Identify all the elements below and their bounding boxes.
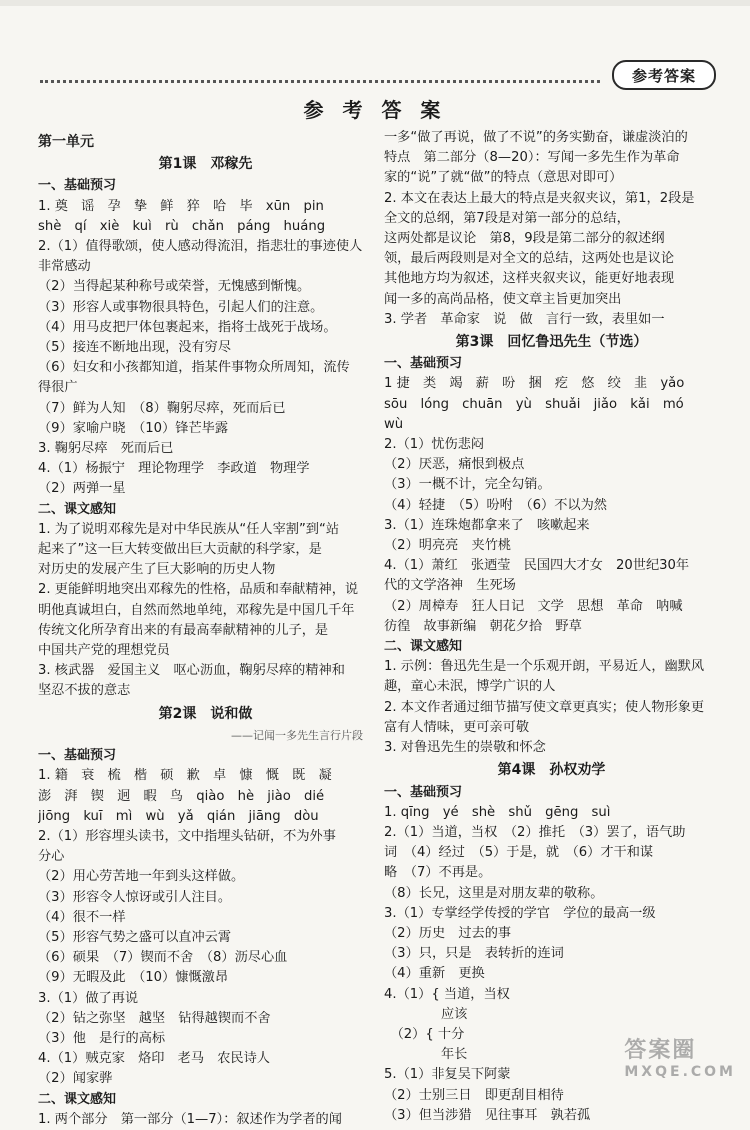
page-title: 参 考 答 案 <box>303 98 447 122</box>
answer-line: （2）周樟寿 狂人日记 文学 思想 革命 呐喊 <box>384 598 683 614</box>
answer-line: 2. 本文作者通过细节描写使文章更真实；使人物形象更 <box>384 699 705 715</box>
answer-line: 代的文学洛神 生死场 <box>384 578 516 594</box>
answer-line: （2）用心劳苦地一年到头这样做。 <box>38 869 245 885</box>
subtitle-heading: ——记闻一多先生言行片段 <box>231 728 363 742</box>
answer-line: （3）形容人或事物很具特色，引起人们的注意。 <box>38 299 324 315</box>
answer-line: （2）士别三日 即更刮目相待 <box>384 1087 564 1103</box>
answer-line: wù <box>384 416 404 432</box>
answer-line: 彷徨 故事新编 朝花夕拾 野草 <box>384 618 582 634</box>
section-heading: 一、基础预习 <box>38 178 117 194</box>
answer-line: 3. 鞠躬尽瘁 死而后已 <box>38 441 174 457</box>
left-column <box>38 128 373 1130</box>
top-rule <box>0 0 750 6</box>
watermark-text: 答案圈 <box>624 1038 697 1063</box>
answer-line: 明他真诚坦白，自然而然地单纯，邓稼先是中国几千年 <box>38 602 355 618</box>
answer-line: 传统文化所孕育出来的有最高奉献精神的儿子，是 <box>38 622 329 638</box>
answer-line: 坚忍不拔的意志 <box>38 683 131 699</box>
section-heading: 一、基础预习 <box>384 784 463 800</box>
answer-line: （4）轻捷 （5）吩咐 （6）不以为然 <box>384 497 607 513</box>
answer-line: jiōng kuī mì wù yǎ qián jiāng dòu <box>38 808 319 824</box>
answer-line: （2）两弹一星 <box>38 481 126 497</box>
answer-line: 2. 更能鲜明地突出邓稼先的性格，品质和奉献精神，说 <box>38 582 359 598</box>
answer-line: （5）接连不断地出现，没有穷尽 <box>38 340 232 356</box>
answer-line: 词 （4）经过 （5）于是，就 （6）才干和谋 <box>384 845 654 861</box>
answer-line: 一多“做了再说，做了不说”的务实勤奋，谦虚淡泊的 <box>384 130 688 145</box>
answer-line: （3）形容令人惊讶或引人注目。 <box>38 889 232 905</box>
lesson-heading: 第2课 说和做 <box>158 705 253 722</box>
answer-line: 5.（1）非复吴下阿蒙 <box>384 1067 511 1083</box>
right-column <box>384 128 719 1126</box>
answer-badge: 参考答案 <box>612 60 716 90</box>
answer-line: 1. 籍 衰 梳 楷 硕 歉 卓 慷 慨 既 凝 <box>38 768 332 784</box>
section-heading: 二、课文感知 <box>38 1091 117 1107</box>
answer-line: （2）{ 十分 <box>384 1026 465 1042</box>
answer-line: 分心 <box>38 849 65 865</box>
answer-line: （9）家喻户晓 （10）锋芒毕露 <box>38 420 229 436</box>
answer-line: （2）当得起某种称号或荣誉，无愧感到惭愧。 <box>38 279 311 295</box>
answer-line: 3.（1）专掌经学传授的学官 学位的最高一级 <box>384 905 656 921</box>
answer-line: 3.（1）连珠炮都拿来了 咳嗽起来 <box>384 517 590 533</box>
answer-line: 4.（1）{ 当道，当权 <box>384 986 510 1002</box>
answer-line: 1. 两个部分 第一部分（1—7）：叙述作为学者的闻 <box>38 1111 342 1127</box>
answer-line: 应该 <box>384 1006 468 1022</box>
answer-line: （8）长兄，这里是对朋友辈的敬称。 <box>384 885 604 901</box>
answer-line: （2）闻家骅 <box>38 1071 113 1087</box>
answer-line: （2）明亮亮 夹竹桃 <box>384 538 512 554</box>
answer-line: 1. 为了说明邓稼先是对中华民族从“任人宰割”到“站 <box>38 521 340 537</box>
section-heading: 一、基础预习 <box>384 356 463 372</box>
answer-line: 得很广 <box>38 380 78 396</box>
answer-line: （3）一概不计，完全勾销。 <box>384 477 551 493</box>
answer-line: 中国共产党的理想党员 <box>38 643 170 659</box>
answer-line: （2）钻之弥坚 越坚 钻得越锲而不舍 <box>38 1010 271 1026</box>
answer-line: 1. 示例：鲁迅先生是一个乐观开朗，平易近人，幽默风 <box>384 659 705 675</box>
section-heading: 一、基础预习 <box>38 748 117 764</box>
answer-line: 4.（1）贼克家 烙印 老马 农民诗人 <box>38 1051 270 1067</box>
section-heading: 二、课文感知 <box>38 501 117 517</box>
answer-line: 非常感动 <box>38 259 91 275</box>
lesson-heading: 第3课 回忆鲁迅先生（节选） <box>455 334 648 351</box>
answer-line: （3）他 是行的高标 <box>38 1030 166 1046</box>
answer-line: （4）很不一样 <box>38 909 126 925</box>
answer-line: 2. 本文在表达上最大的特点是夹叙夹议，第1，2段是 <box>384 190 695 206</box>
answer-line: （3）但当涉猎 见往事耳 孰若孤 <box>384 1107 591 1123</box>
answer-line: 家的“说”了就“做”的特点（意思对即可） <box>384 170 623 186</box>
answer-line: 3. 对鲁迅先生的崇敬和怀念 <box>384 740 546 756</box>
answer-line: 1. 奠 谣 孕 挚 鲜 猝 哈 毕 xūn pin <box>38 198 324 214</box>
answer-line: 年长 <box>384 1047 468 1063</box>
answer-line: 1 捷 类 竭 薪 吩 捆 疙 悠 绞 韭 yǎo <box>384 376 685 392</box>
answer-line: 2.（1）当道，当权 （2）推托 （3）罢了，语气助 <box>384 824 686 840</box>
answer-line: shè qí xiè kuì rù chǎn páng huáng <box>38 218 326 234</box>
section-heading: 二、课文感知 <box>384 639 463 655</box>
answer-line: （5）形容气势之盛可以直冲云霄 <box>38 929 232 945</box>
answer-line: 3.（1）做了再说 <box>38 990 139 1006</box>
unit-heading: 第一单元 <box>38 134 94 150</box>
answer-line: 略 （7）不再是。 <box>384 865 492 881</box>
dotted-header-rule <box>40 80 600 91</box>
answer-line: （6）妇女和小孩都知道，指某件事物众所周知，流传 <box>38 360 350 376</box>
lesson-heading: 第4课 孙权劝学 <box>497 762 606 779</box>
answer-line: 澎 湃 锲 迥 暇 鸟 qiào hè jiào dié <box>38 788 325 804</box>
watermark-logo <box>624 1033 736 1080</box>
answer-line: 领，最后两段则是对全文的总结，这两处也是议论 <box>384 251 675 267</box>
answer-line: （4）重新 更换 <box>384 966 485 982</box>
answer-line: （3）只，只是 表转折的连词 <box>384 946 564 962</box>
answer-line: 其他地方均为叙述，这样夹叙夹议，能更好地表现 <box>384 271 675 287</box>
answer-line: （6）硕果 （7）锲而不舍 （8）沥尽心血 <box>38 950 288 966</box>
answer-line: 4.（1）萧红 张迺莹 民国四大才女 20世纪30年 <box>384 558 690 574</box>
answer-line: 2.（1）忧伤悲闷 <box>384 437 485 453</box>
answer-line: （2）厌恶，痛恨到极点 <box>384 457 525 473</box>
answer-line: 对历史的发展产生了巨大影响的历史人物 <box>38 562 276 578</box>
answer-line: sōu lóng chuān yù shuǎi jiǎo kǎi mó <box>384 396 684 412</box>
answer-line: （4）用马皮把尸体包裹起来，指将士战死于战场。 <box>38 319 337 335</box>
answer-line: 1. qīng yé shè shǔ gēng suì <box>384 804 611 820</box>
lesson-heading: 第1课 邓稼先 <box>158 156 253 173</box>
answer-line: 闻一多的高尚品格，使文章主旨更加突出 <box>384 291 622 307</box>
answer-line: 这两处都是议论 第8，9段是第二部分的叙述纲 <box>384 231 665 247</box>
answer-line: 全文的总纲，第7段是对第一部分的总结， <box>384 210 630 226</box>
answer-line: 4.（1）杨振宁 理论物理学 李政道 物理学 <box>38 461 310 477</box>
answer-line: 趣，童心未泯，博学广识的人 <box>384 679 556 695</box>
answer-line: 2.（1）形容埋头读书，文中指埋头钻研，不为外事 <box>38 828 336 844</box>
answer-line: （2）历史 过去的事 <box>384 925 512 941</box>
answer-line: （9）无暇及此 （10）慷慨激昂 <box>38 970 229 986</box>
answer-line: 富有人情味，更可亲可敬 <box>384 719 530 735</box>
answer-line: 2.（1）值得歌颂，使人感动得流泪，指悲壮的事迹使人 <box>38 239 363 255</box>
answer-line: 起来了”这一巨大转变做出巨大贡献的科学家，是 <box>38 542 322 558</box>
watermark-url: MXQE.COM <box>624 1064 736 1080</box>
answer-line: 3. 核武器 爱国主义 呕心沥血，鞠躬尽瘁的精神和 <box>38 663 345 679</box>
answer-line: 3. 学者 革命家 说 做 言行一致，表里如一 <box>384 311 665 327</box>
answer-line: 特点 第二部分（8—20）：写闻一多先生作为革命 <box>384 150 680 166</box>
answer-line: （7）鲜为人知 （8）鞠躬尽瘁，死而后已 <box>38 400 286 416</box>
